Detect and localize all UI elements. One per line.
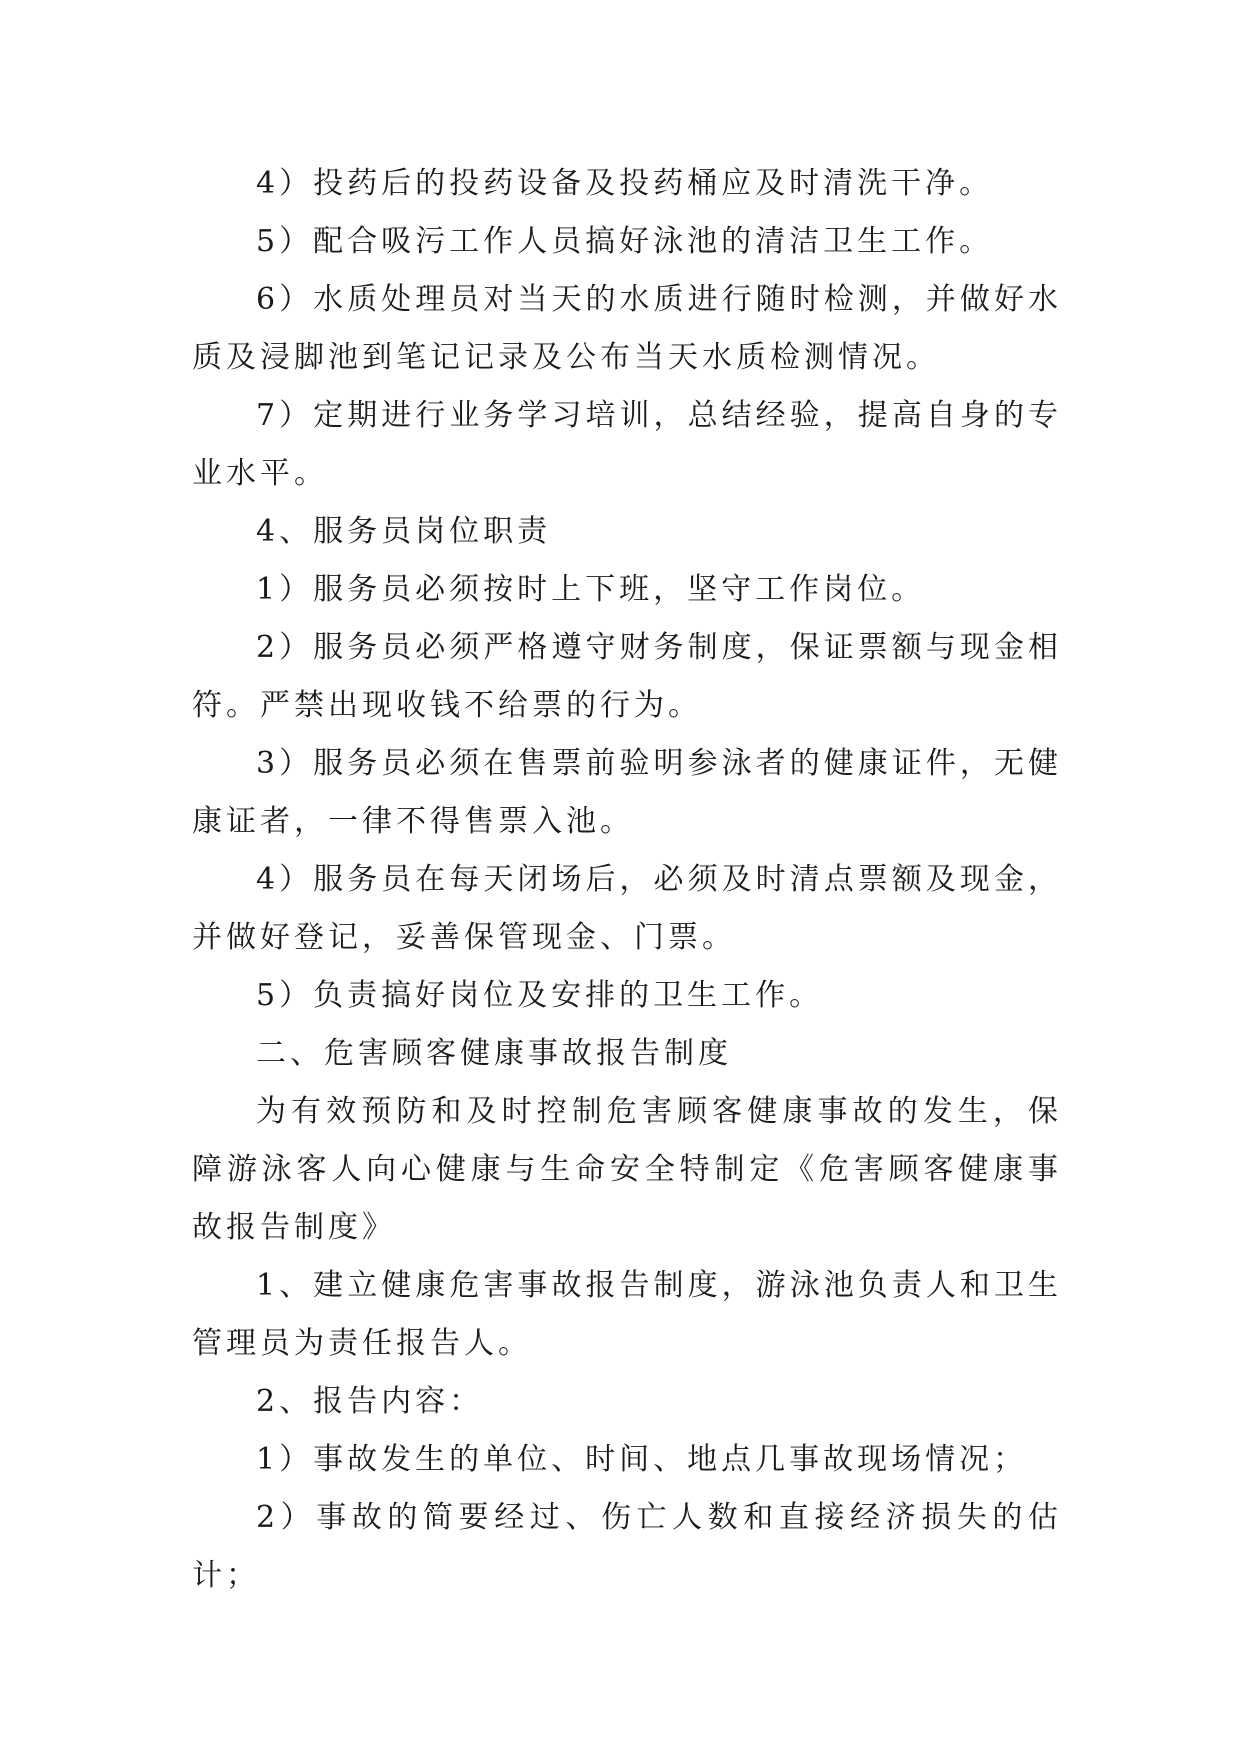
paragraph-incident-intro: 为有效预防和及时控制危害顾客健康事故的发生，保障游泳客人向心健康与生命安全特制定《危害顾客健康事故报告制度》 bbox=[192, 1094, 1062, 1245]
paragraph-item-7-training: 7）定期进行业务学习培训，总结经验，提高自身的专业水平。 bbox=[192, 398, 1062, 491]
paragraph-attendant-5: 5）负责搞好岗位及安排的卫生工作。 bbox=[256, 978, 824, 1013]
paragraph-item-4-dosing-cleaning: 4）投药后的投药设备及投药桶应及时清洗干净。 bbox=[256, 166, 994, 201]
paragraph-attendant-1: 1）服务员必须按时上下班，坚守工作岗位。 bbox=[256, 572, 926, 607]
section-heading-attendant-duties: 4、服务员岗位职责 bbox=[256, 514, 552, 549]
section-heading-incident-reporting: 二、危害顾客健康事故报告制度 bbox=[256, 1036, 732, 1071]
paragraph-item-5-pool-cleaning: 5）配合吸污工作人员搞好泳池的清洁卫生工作。 bbox=[256, 224, 994, 259]
paragraph-incident-2-2: 2）事故的简要经过、伤亡人数和直接经济损失的估计； bbox=[192, 1500, 1062, 1593]
paragraph-attendant-2: 2）服务员必须严格遵守财务制度，保证票额与现金相符。严禁出现收钱不给票的行为。 bbox=[192, 630, 1062, 723]
paragraph-attendant-4: 4）服务员在每天闭场后，必须及时清点票额及现金，并做好登记，妥善保管现金、门票。 bbox=[192, 862, 1062, 955]
paragraph-attendant-3: 3）服务员必须在售票前验明参泳者的健康证件，无健康证者，一律不得售票入池。 bbox=[192, 746, 1062, 839]
paragraph-incident-1: 1、建立健康危害事故报告制度，游泳池负责人和卫生管理员为责任报告人。 bbox=[192, 1268, 1062, 1361]
paragraph-incident-2-1: 1）事故发生的单位、时间、地点几事故现场情况； bbox=[256, 1442, 1028, 1477]
paragraph-item-6-water-testing: 6）水质处理员对当天的水质进行随时检测，并做好水质及浸脚池到笔记记录及公布当天水质检测情况。 bbox=[192, 282, 1062, 375]
paragraph-incident-2-heading: 2、报告内容： bbox=[256, 1384, 484, 1419]
document-body bbox=[192, 155, 1062, 1605]
